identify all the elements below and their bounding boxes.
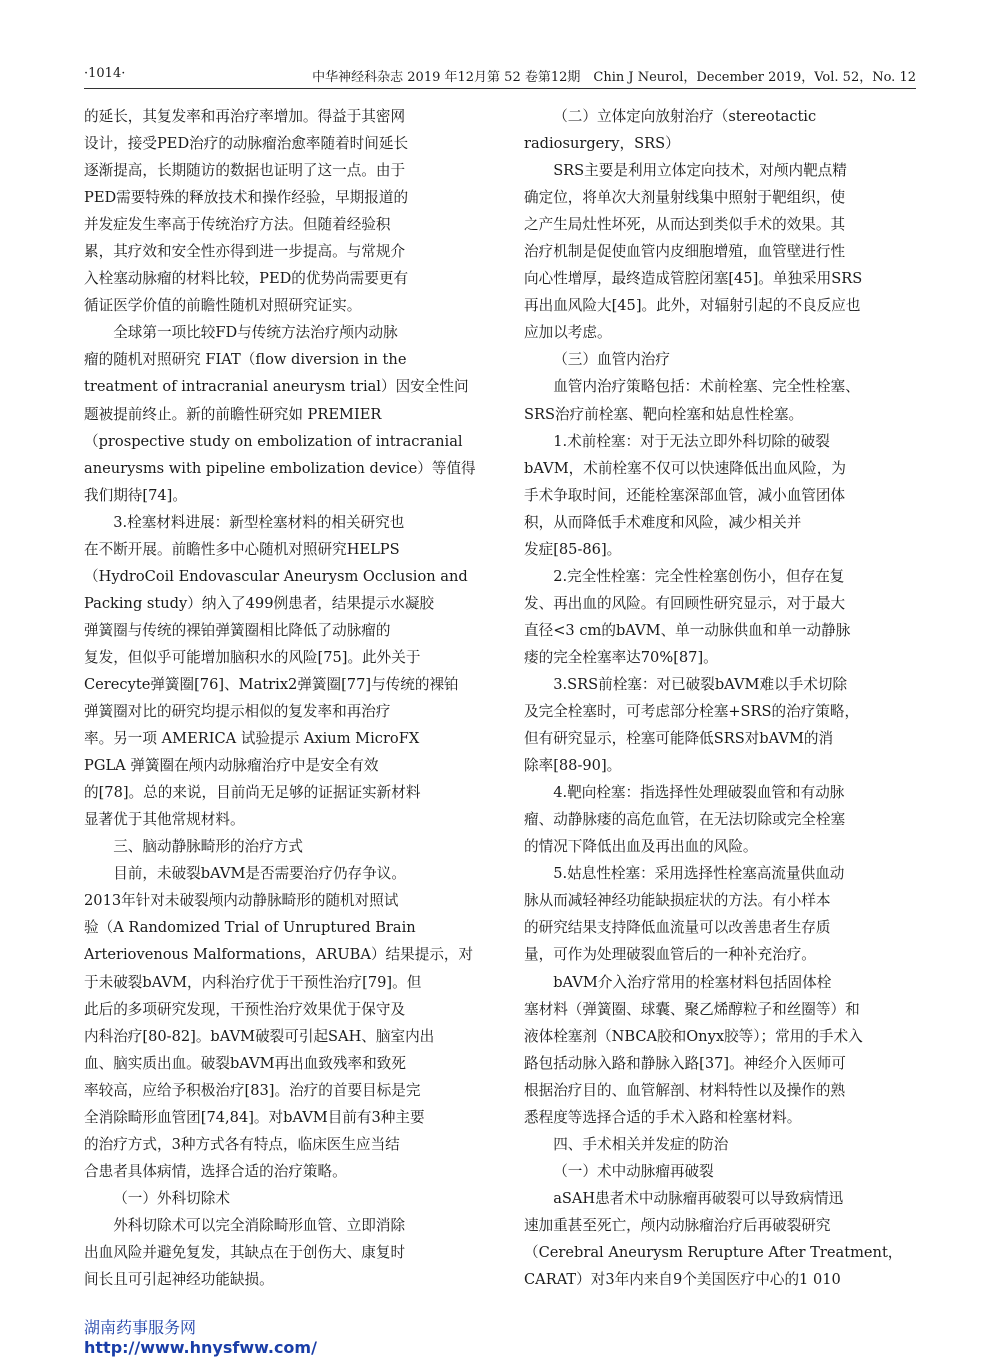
text-line: 量，可作为处理破裂血管后的一种补充治疗。 [524, 946, 816, 964]
text-line: 1.术前栓塞：对于无法立即外科切除的破裂 [553, 432, 830, 450]
site-url[interactable]: http://www.hnysfww.com/ [84, 1338, 317, 1357]
site-name: 湖南药事服务网 [84, 1318, 197, 1337]
text-line: 显著优于其他常规材料。 [84, 811, 245, 829]
text-line: 2.完全性栓塞：完全性栓塞创伤小，但存在复 [553, 567, 845, 585]
text-line: 瘘的完全栓塞率达70%[87]。 [524, 648, 718, 666]
text-line: 率较高，应给予积极治疗[83]。治疗的首要目标是完 [84, 1081, 421, 1099]
text-line: SRS主要是利用立体定向技术，对颅内靶点精 [553, 162, 847, 180]
text-line: 血、脑实质出血。破裂bAVM再出血致残率和致死 [84, 1054, 406, 1072]
text-line: 目前，未破裂bAVM是否需要治疗仍存争议。 [113, 865, 406, 883]
left-column [84, 103, 476, 1293]
text-line: 除率[88-90]。 [524, 757, 622, 775]
text-line: 三、脑动静脉畸形的治疗方式 [113, 838, 303, 856]
text-line: 累，其疗效和安全性亦得到进一步提高。与常规介 [84, 243, 406, 261]
text-line: 治疗机制是促使血管内皮细胞增殖，血管壁进行性 [524, 243, 846, 261]
text-line: bAVM介入治疗常用的栓塞材料包括固体栓 [553, 973, 832, 991]
text-line: 的情况下降低出血及再出血的风险。 [524, 838, 758, 856]
text-line: 内科治疗[80-82]。bAVM破裂可引起SAH、脑室内出 [84, 1027, 435, 1045]
text-line: 3.SRS前栓塞：对已破裂bAVM难以手术切除 [553, 675, 848, 693]
text-line: PGLA 弹簧圈在颅内动脉瘤治疗中是安全有效 [84, 757, 379, 775]
text-line: 我们期待[74]。 [84, 486, 187, 504]
text-line: 的[78]。总的来说，目前尚无足够的证据证实新材料 [84, 784, 421, 802]
text-line: （HydroCoil Endovascular Aneurysm Occlusion and [84, 567, 468, 585]
text-line: 的研究结果支持降低血流量可以改善患者生存质 [524, 919, 831, 937]
text-line: 向心性增厚，最终造成管腔闭塞[45]。单独采用SRS [524, 270, 863, 288]
text-line: 复发，但似乎可能增加脑积水的风险[75]。此外关于 [84, 648, 421, 666]
text-line: 出血风险并避免复发，其缺点在于创伤大、康复时 [84, 1243, 406, 1261]
text-line: 此后的多项研究发现，干预性治疗效果优于保守及 [84, 1000, 406, 1018]
text-line: （一）术中动脉瘤再破裂 [553, 1162, 714, 1180]
text-line: PED需要特殊的释放技术和操作经验，早期报道的 [84, 189, 409, 207]
text-line: 间长且可引起神经功能缺损。 [84, 1271, 274, 1289]
text-line: 4.靶向栓塞：指选择性处理破裂血管和有动脉 [553, 784, 845, 802]
text-line: 路包括动脉入路和静脉入路[37]。神经介入医师可 [524, 1054, 846, 1072]
text-line: 验（A Randomized Trial of Unruptured Brain [84, 919, 416, 937]
text-line: 的治疗方式，3种方式各有特点，临床医生应当结 [84, 1135, 400, 1153]
text-line: Packing study）纳入了499例患者，结果提示水凝胶 [84, 594, 435, 612]
text-line: aSAH患者术中动脉瘤再破裂可以导致病情迅 [553, 1189, 844, 1207]
text-line: 于未破裂bAVM，内科治疗优于干预性治疗[79]。但 [84, 973, 422, 991]
text-line: 再出血风险大[45]。此外，对辐射引起的不良反应也 [524, 297, 861, 315]
text-line: Arteriovenous Malformations，ARUBA）结果提示，对 [84, 946, 474, 964]
text-line: 率。另一项 AMERICA 试验提示 Axium MicroFX [84, 730, 420, 748]
text-line: 速加重甚至死亡，颅内动脉瘤治疗后再破裂研究 [524, 1216, 831, 1234]
text-line: 弹簧圈对比的研究均提示相似的复发率和再治疗 [84, 703, 391, 721]
text-line: 应加以考虑。 [524, 324, 612, 342]
text-line: 入栓塞动脉瘤的材料比较，PED的优势尚需要更有 [84, 270, 409, 288]
text-line: 并发症发生率高于传统治疗方法。但随着经验积 [84, 216, 391, 234]
text-line: 全消除畸形血管团[74,84]。对bAVM目前有3种主要 [84, 1108, 425, 1126]
text-line: 循证医学价值的前瞻性随机对照研究证实。 [84, 297, 362, 315]
text-line: 5.姑息性栓塞：采用选择性栓塞高流量供血动 [553, 865, 845, 883]
text-line: 及完全栓塞时，可考虑部分栓塞+SRS的治疗策略， [524, 703, 860, 721]
text-line: 血管内治疗策略包括：术前栓塞、完全性栓塞、 [553, 378, 860, 396]
text-line: 之产生局灶性坏死，从而达到类似手术的效果。其 [524, 216, 846, 234]
text-line: SRS治疗前栓塞、靶向栓塞和姑息性栓塞。 [524, 405, 804, 423]
text-line: 脉从而减轻神经功能缺损症状的方法。有小样本 [524, 892, 831, 910]
text-line: （prospective study on embolization of intracranial [84, 432, 463, 450]
text-line: 合患者具体病情，选择合适的治疗策略。 [84, 1162, 347, 1180]
text-line: （Cerebral Aneurysm Rerupture After Treatment， [524, 1243, 903, 1261]
text-line: 直径<3 cm的bAVM、单一动脉供血和单一动静脉 [524, 621, 851, 639]
text-line: 确定位，将单次大剂量射线集中照射于靶组织，使 [524, 189, 846, 207]
text-line: 瘤、动静脉瘘的高危血管，在无法切除或完全栓塞 [524, 811, 846, 829]
text-line: 2013年针对未破裂颅内动静脉畸形的随机对照试 [84, 892, 399, 910]
text-line: 设计，接受PED治疗的动脉瘤治愈率随着时间延长 [84, 135, 409, 153]
text-line: 手术争取时间，还能栓塞深部血管，减小血管团体 [524, 486, 846, 504]
text-line: （一）外科切除术 [113, 1189, 230, 1207]
footer-watermark [84, 1318, 317, 1358]
text-line: 发症[85-86]。 [524, 540, 622, 558]
text-line: bAVM，术前栓塞不仅可以快速降低出血风险，为 [524, 459, 846, 477]
text-line: 根据治疗目的、血管解剖、材料特性以及操作的熟 [524, 1081, 846, 1099]
text-line: 逐渐提高，长期随访的数据也证明了这一点。由于 [84, 162, 406, 180]
journal-citation: 中华神经科杂志 2019 年12月第 52 卷第12期 Chin J Neurol，December 2019，Vol. 52，No. 12 [312, 70, 916, 85]
text-line: 3.栓塞材料进展：新型栓塞材料的相关研究也 [113, 513, 405, 531]
text-line: 弹簧圈与传统的裸铂弹簧圈相比降低了动脉瘤的 [84, 621, 391, 639]
text-line: 积，从而降低手术难度和风险，减少相关并 [524, 513, 802, 531]
text-line: （二）立体定向放射治疗（stereotactic [553, 108, 817, 125]
text-line: 悉程度等选择合适的手术入路和栓塞材料。 [524, 1108, 802, 1126]
text-line: 瘤的随机对照研究 FIAT（flow diversion in the [84, 351, 407, 369]
text-line: treatment of intracranial aneurysm trial）因安全性问 [84, 378, 469, 396]
text-line: CARAT）对3年内来自9个美国医疗中心的1 010 [524, 1271, 841, 1289]
page-number: ·1014· [84, 66, 126, 81]
text-line: 在不断开展。前瞻性多中心随机对照研究HELPS [84, 540, 400, 558]
running-header [84, 64, 916, 89]
text-line: 外科切除术可以完全消除畸形血管、立即消除 [113, 1216, 406, 1234]
text-line: Cerecyte弹簧圈[76]、Matrix2弹簧圈[77]与传统的裸铂 [84, 675, 459, 693]
text-line: radiosurgery，SRS） [524, 135, 680, 153]
text-line: 全球第一项比较FD与传统方法治疗颅内动脉 [113, 324, 398, 342]
text-line: 液体栓塞剂（NBCA胶和Onyx胶等）；常用的手术入 [524, 1027, 863, 1045]
text-line: aneurysms with pipeline embolization device）等值得 [84, 459, 476, 477]
text-line: 四、手术相关并发症的防治 [553, 1135, 729, 1153]
text-line: 的延长，其复发率和再治疗率增加。得益于其密网 [84, 108, 406, 125]
text-line: 但有研究显示，栓塞可能降低SRS对bAVM的消 [524, 730, 834, 748]
text-line: 发、再出血的风险。有回顾性研究显示，对于最大 [524, 594, 846, 612]
text-line: 题被提前终止。新的前瞻性研究如 PREMIER [84, 405, 382, 423]
text-line: 塞材料（弹簧圈、球囊、聚乙烯醇粒子和丝圈等）和 [524, 1000, 860, 1018]
text-line: （三）血管内治疗 [553, 351, 670, 369]
right-column [524, 103, 916, 1293]
